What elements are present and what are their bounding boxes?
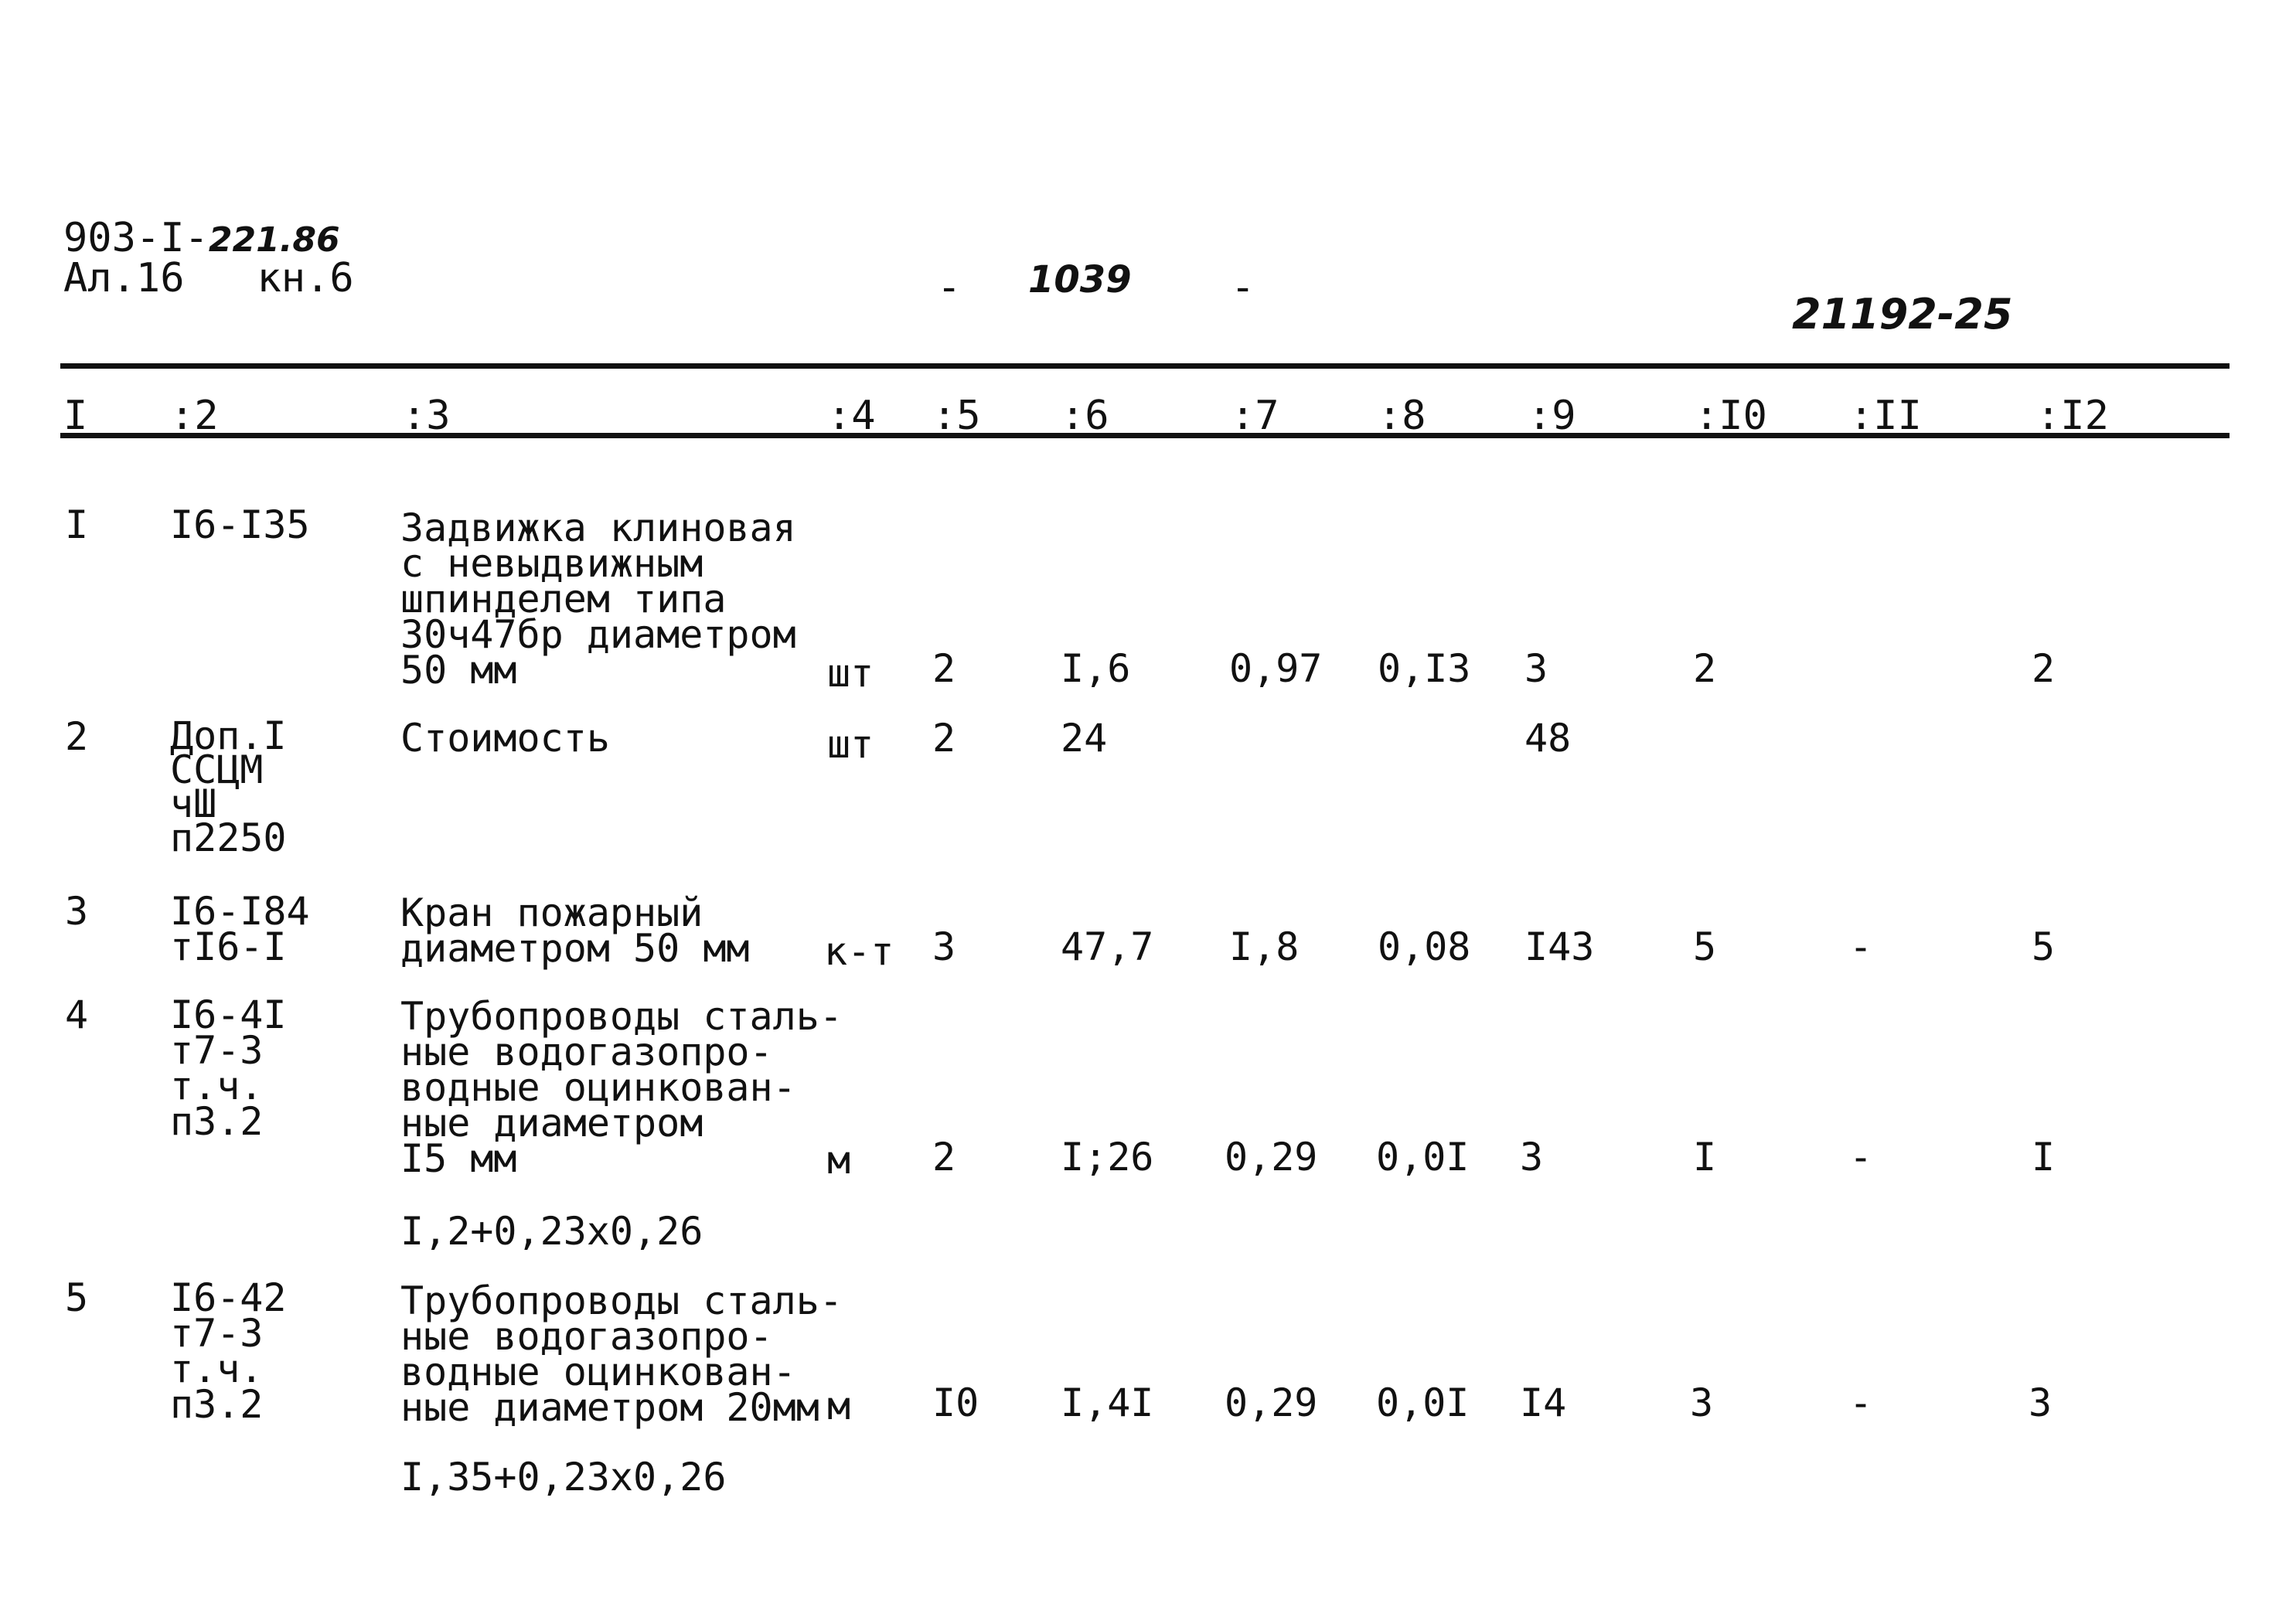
row-col10: 2 [1693,646,1717,691]
row-col9: 3 [1524,646,1548,691]
row-col11: - [1849,1135,1873,1180]
row-description: Трубопроводы сталь- ные водогазопро- водные оцинкован- ные диаметром I5 мм [400,994,843,1181]
row-unit: м [827,1138,851,1183]
row-col5: 2 [932,646,956,691]
row-unit: шт [827,722,874,767]
row-unit: м [827,1384,851,1428]
column-header-1: I [63,393,88,439]
page-dash-right: - [1231,264,1255,311]
row-col5: I0 [932,1380,979,1425]
document-code [63,215,340,261]
row-number: I [65,502,89,547]
column-header-9: :9 [1528,393,1576,439]
column-header-2: :2 [170,393,219,439]
row-col11: - [1849,1380,1873,1425]
document-code-handwritten: 221.86 [208,220,340,260]
page-number: 1039 [1028,258,1132,301]
row-col8: 0,08 [1378,924,1471,969]
row-col11: - [1849,924,1873,969]
column-header-3: :3 [402,393,451,439]
album-line: Ал.16 кн.6 [63,255,354,301]
row-col7: 0,29 [1225,1135,1318,1180]
column-header-6: :6 [1061,393,1109,439]
column-header-7: :7 [1231,393,1279,439]
row-code: I6-42 т7-3 т.ч. п3.2 [170,1275,287,1427]
row-description: Задвижка клиновая с невыдвижным шпинделем типа 30ч47бр диаметром 50 мм [400,506,796,693]
row-col5: 3 [932,924,956,969]
row-col6: I,6 [1061,646,1131,691]
row-col8: 0,0I [1376,1380,1470,1425]
row-col5: 2 [932,1135,956,1180]
row-formula: I,2+0,23х0,26 [400,1209,703,1254]
row-number: 4 [65,992,89,1037]
row-col6: I;26 [1061,1135,1154,1180]
page-dash-left: - [937,264,962,311]
top-rule [60,363,2230,369]
row-col8: 0,0I [1376,1135,1470,1180]
row-col7: I,8 [1229,924,1300,969]
row-col9: I43 [1524,924,1595,969]
row-code: I6-I84 тI6-I [170,889,310,969]
row-number: 2 [65,714,89,759]
row-col9: 3 [1520,1135,1544,1180]
row-col9: 48 [1524,716,1572,761]
row-col8: 0,I3 [1378,646,1471,691]
row-number: 5 [65,1275,89,1320]
row-col6: 47,7 [1061,924,1154,969]
row-col9: I4 [1520,1380,1567,1425]
row-formula: I,35+0,23х0,26 [400,1455,727,1500]
row-col10: I [1693,1135,1717,1180]
row-unit: к-т [824,929,894,974]
row-description: Кран пожарный диаметром 50 мм [400,890,750,971]
row-code: Доп.I ССЦМ чШ п2250 [170,713,287,860]
row-code: I6-4I т7-3 т.ч. п3.2 [170,992,287,1144]
column-header-10: :I0 [1695,393,1767,439]
row-col10: 5 [1693,924,1717,969]
row-col12: 3 [2029,1380,2052,1425]
document-code-printed: 903-I- [63,215,209,261]
row-col12: 5 [2032,924,2056,969]
row-col12: 2 [2032,646,2056,691]
column-header-11: :II [1849,393,1922,439]
stamp-number: 21192-25 [1792,290,2013,339]
row-col6: 24 [1061,716,1108,761]
row-col10: 3 [1690,1380,1714,1425]
row-unit: шт [827,651,874,696]
row-col5: 2 [932,716,956,761]
row-col6: I,4I [1061,1380,1154,1425]
row-col12: I [2032,1135,2056,1180]
row-description: Стоимость [400,716,610,761]
row-col7: 0,29 [1225,1380,1318,1425]
column-header-4: :4 [827,393,876,439]
row-code: I6-I35 [170,502,310,547]
row-col7: 0,97 [1229,646,1323,691]
row-number: 3 [65,889,89,934]
column-header-8: :8 [1378,393,1426,439]
column-header-5: :5 [932,393,981,439]
row-description: Трубопроводы сталь- ные водогазопро- водные оцинкован- ные диаметром 20мм [400,1278,843,1430]
column-header-12: :I2 [2036,393,2109,439]
